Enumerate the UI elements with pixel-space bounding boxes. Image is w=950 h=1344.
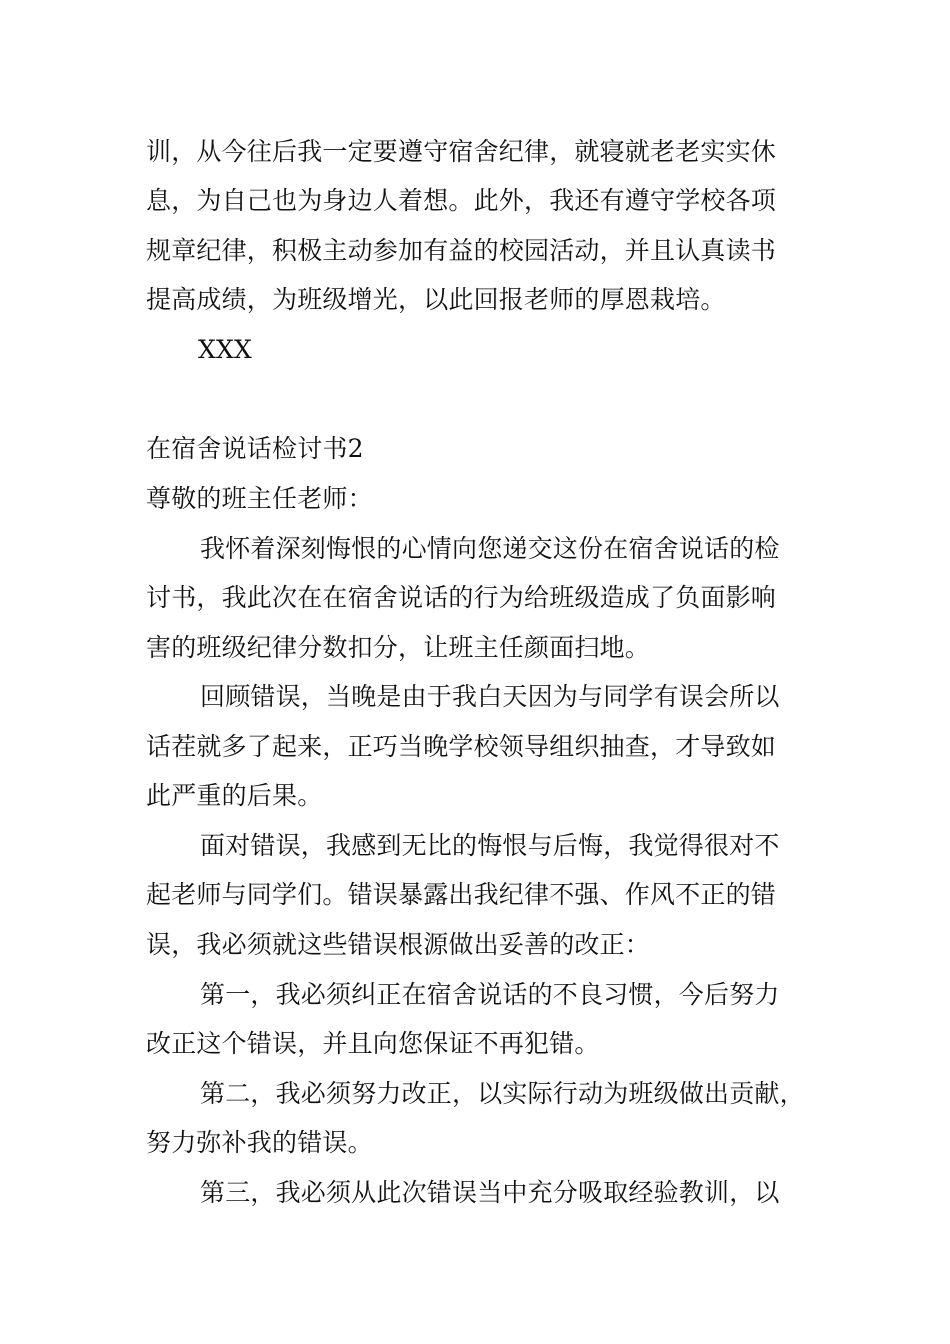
paragraph-line: 回顾错误，当晚是由于我白天因为与同学有误会所以 xyxy=(200,682,780,711)
paragraph-line: 讨书，我此次在在宿舍说话的行为给班级造成了负面影响 xyxy=(146,583,777,612)
paragraph-line: 话茬就多了起来，正巧当晚学校领导组织抽查，才导致如 xyxy=(146,732,777,761)
paragraph-line: 起老师与同学们。错误暴露出我纪律不强、作风不正的错 xyxy=(146,880,777,909)
paragraph-line: 面对错误，我感到无比的悔恨与后悔，我觉得很对不 xyxy=(200,831,780,860)
paragraph-line: 努力弥补我的错误。 xyxy=(146,1128,373,1157)
salutation: 尊敬的班主任老师： xyxy=(146,484,373,513)
paragraph-line: 第二，我必须努力改正，以实际行动为班级做出贡献， xyxy=(200,1079,805,1108)
signature: XXX xyxy=(198,335,252,364)
section-title: 在宿舍说话检讨书2 xyxy=(146,434,364,463)
paragraph-line: 误，我必须就这些错误根源做出妥善的改正： xyxy=(146,930,651,959)
paragraph-line: 第一，我必须纠正在宿舍说话的不良习惯，今后努力 xyxy=(200,980,780,1009)
paragraph-line: 第三，我必须从此次错误当中充分吸取经验教训，以 xyxy=(200,1178,780,1207)
paragraph-line: 改正这个错误，并且向您保证不再犯错。 xyxy=(146,1029,600,1058)
paragraph-line: 我怀着深刻悔恨的心情向您递交这份在宿舍说话的检 xyxy=(200,534,780,563)
paragraph-line: 害的班级纪律分数扣分，让班主任颜面扫地。 xyxy=(146,633,651,662)
text-line: 训，从今往后我一定要遵守宿舍纪律，就寝就老老实实休 xyxy=(146,137,777,166)
text-line: 提高成绩，为班级增光，以此回报老师的厚恩栽培。 xyxy=(146,285,726,314)
text-line: 息，为自己也为身边人着想。此外，我还有遵守学校各项 xyxy=(146,186,777,215)
text-line: 规章纪律，积极主动参加有益的校园活动，并且认真读书 xyxy=(146,236,777,265)
paragraph-line: 此严重的后果。 xyxy=(146,781,323,810)
